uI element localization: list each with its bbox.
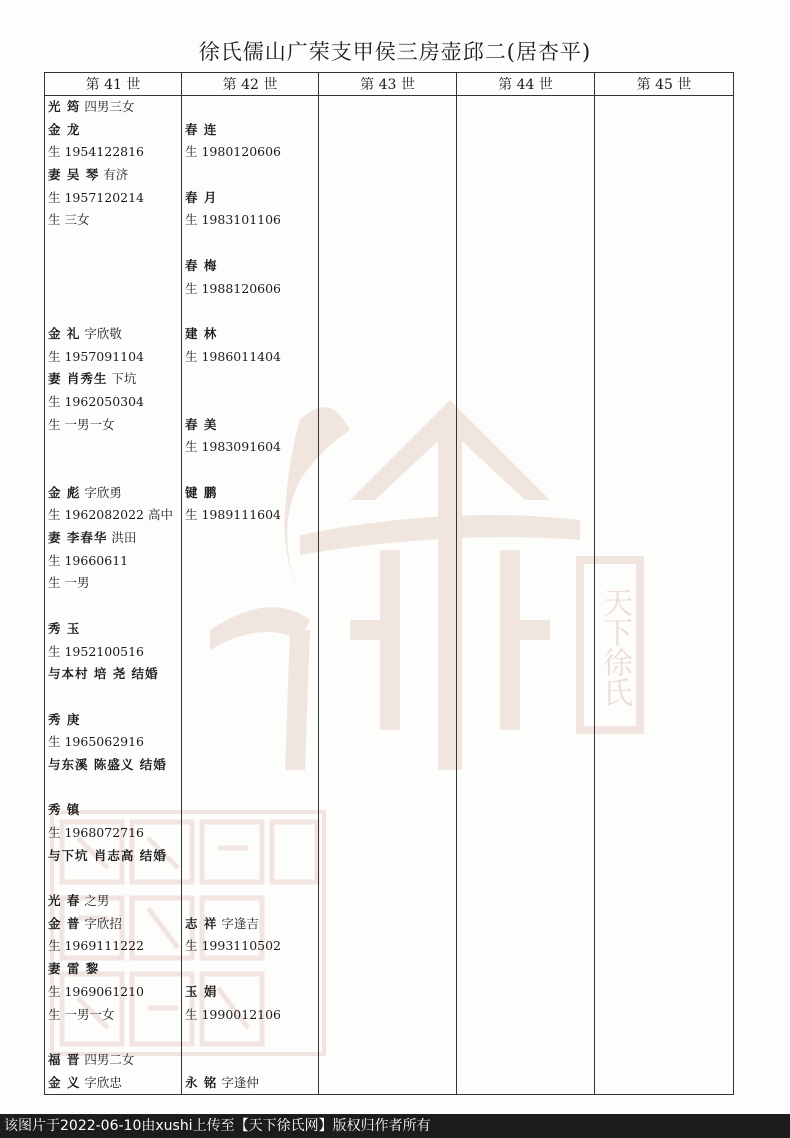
entry-note: 生 一男一女	[48, 416, 115, 432]
entry-line	[45, 278, 181, 301]
entry-note: 生 1952100516	[48, 643, 145, 659]
entry-line	[45, 141, 181, 164]
entry-note: 生 1969111222	[48, 938, 145, 954]
entry-line	[182, 731, 318, 754]
entry-note: 生 1993110502	[185, 938, 282, 954]
body-row	[45, 96, 734, 1095]
entry-line	[45, 323, 181, 346]
entry-line	[182, 1072, 318, 1095]
person-name: 永 铭	[185, 1074, 218, 1090]
entry-line	[45, 504, 181, 527]
entry-note: 字逢吉	[217, 915, 259, 931]
entry-line	[45, 754, 181, 777]
entry-note: 生 三女	[48, 212, 90, 228]
entry-note: 生 1983101106	[185, 212, 282, 228]
entry-line	[45, 300, 181, 323]
generation-42-column	[182, 96, 319, 1095]
entry-line	[45, 346, 181, 369]
person-name: 金 礼	[48, 325, 81, 341]
generation-43-header: 第 43 世	[319, 73, 457, 96]
generation-41-header: 第 41 世	[45, 73, 182, 96]
person-name: 秀 玉	[48, 620, 81, 636]
entry-line	[45, 527, 181, 550]
entry-line	[45, 436, 181, 459]
entry-line	[182, 618, 318, 641]
copyright-footer: 该图片于2022-06-10由xushi上传至【天下徐氏网】版权归作者所有	[0, 1114, 790, 1138]
entry-note: 生 1969061210	[48, 983, 145, 999]
person-name: 秀 镇	[48, 802, 81, 818]
entry-note: 生 1980120606	[185, 144, 282, 160]
entry-line	[45, 414, 181, 437]
entry-line	[45, 255, 181, 278]
watermark-label: 天下徐氏	[597, 587, 632, 707]
entry-line	[45, 1004, 181, 1027]
entry-line	[45, 482, 181, 505]
entry-line	[182, 890, 318, 913]
entry-line	[182, 346, 318, 369]
page-title: 徐氏儒山广荣支甲侯三房壶邱二(居杏平)	[198, 40, 592, 64]
entry-line	[45, 935, 181, 958]
entry-line	[182, 459, 318, 482]
entry-line	[182, 799, 318, 822]
entry-line	[45, 777, 181, 800]
entry-note: 四男二女	[80, 1051, 135, 1067]
entry-line	[45, 96, 181, 119]
entry-line	[45, 958, 181, 981]
entry-line	[45, 890, 181, 913]
entry-line	[182, 641, 318, 664]
entry-line	[45, 709, 181, 732]
entry-line	[45, 572, 181, 595]
entry-line	[182, 504, 318, 527]
entry-line	[182, 209, 318, 232]
entry-note: 生 一男	[48, 575, 90, 591]
person-name: 春 连	[185, 121, 218, 137]
entry-note: 之男	[80, 893, 110, 909]
generation-45-header: 第 45 世	[595, 73, 734, 96]
entry-line	[182, 414, 318, 437]
person-name: 妻 吴 琴	[48, 167, 100, 183]
entry-line	[182, 255, 318, 278]
entry-line	[45, 1072, 181, 1095]
entry-line	[45, 799, 181, 822]
person-name: 春 月	[185, 189, 218, 205]
person-name: 金 普	[48, 915, 81, 931]
entry-line	[182, 278, 318, 301]
entry-note: 四男三女	[80, 99, 135, 114]
entry-note: 生 1954122816	[48, 144, 145, 160]
entry-line	[45, 618, 181, 641]
entry-line	[182, 527, 318, 550]
entry-note: 生 1988120606	[185, 280, 282, 296]
entry-note: 生 1957091104	[48, 348, 145, 364]
generation-43-column	[319, 96, 457, 1095]
entry-line	[182, 686, 318, 709]
person-name: 金 义	[48, 1074, 81, 1090]
person-name: 春 梅	[185, 257, 218, 273]
person-name: 志 祥	[185, 915, 218, 931]
entry-line	[45, 164, 181, 187]
entry-note: 生 1990012106	[185, 1006, 282, 1022]
entry-line	[182, 935, 318, 958]
person-name: 与本村 培 尧 结婚	[48, 666, 159, 682]
entry-line	[182, 141, 318, 164]
generation-42-header: 第 42 世	[182, 73, 319, 96]
entry-line	[182, 777, 318, 800]
entry-note: 生 1962050304	[48, 393, 145, 409]
entry-line	[182, 187, 318, 210]
person-name: 与下坑 肖志高 结婚	[48, 847, 167, 863]
entry-line	[45, 119, 181, 142]
entry-note: 有济	[99, 167, 129, 183]
entry-note: 生 19660611	[48, 552, 129, 568]
entry-note: 生 1957120214	[48, 189, 145, 205]
entry-line	[182, 572, 318, 595]
entry-note: 字欣招	[80, 915, 122, 931]
entry-note: 字欣敬	[80, 325, 122, 341]
entry-note: 下坑	[107, 371, 137, 387]
entry-line	[182, 913, 318, 936]
entry-line	[182, 1004, 318, 1027]
person-name: 金 龙	[48, 121, 81, 137]
entry-line	[182, 1049, 318, 1072]
entry-note: 字逢仲	[217, 1074, 259, 1090]
person-name: 玉 娟	[185, 983, 218, 999]
entry-line	[45, 981, 181, 1004]
person-name: 福 晋	[48, 1051, 81, 1067]
entry-line	[182, 164, 318, 187]
entry-line	[182, 754, 318, 777]
entry-line	[45, 913, 181, 936]
entry-line	[45, 641, 181, 664]
entry-line	[45, 209, 181, 232]
entry-line	[45, 187, 181, 210]
entry-line	[182, 822, 318, 845]
entry-note: 生 1983091604	[185, 439, 282, 455]
entry-line	[182, 232, 318, 255]
entry-note: 生 1968072716	[48, 825, 145, 840]
entry-line	[45, 459, 181, 482]
entry-note: 生 1989111604	[185, 507, 282, 523]
person-name: 金 彪	[48, 484, 81, 500]
entry-line	[45, 550, 181, 573]
entry-line	[182, 436, 318, 459]
entry-line	[182, 300, 318, 323]
person-name: 光 春	[48, 893, 81, 909]
generation-44-column	[457, 96, 595, 1095]
entry-line	[182, 663, 318, 686]
entry-note: 字欣忠	[80, 1074, 122, 1090]
entry-line	[182, 709, 318, 732]
entry-line	[182, 119, 318, 142]
entry-note: 生 1965062916	[48, 734, 145, 750]
person-name: 妻 雷 黎	[48, 961, 100, 977]
entry-line	[45, 867, 181, 890]
entry-line	[45, 368, 181, 391]
entry-line	[182, 482, 318, 505]
entry-note: 生 1962082022 高中	[48, 507, 173, 523]
person-name: 妻 李春华	[48, 530, 108, 546]
entry-line	[45, 686, 181, 709]
generation-41-column	[45, 96, 182, 1095]
entry-line	[45, 1026, 181, 1049]
entry-note: 洪田	[107, 530, 137, 546]
entry-line	[182, 391, 318, 414]
entry-line	[182, 845, 318, 868]
entry-line	[182, 595, 318, 618]
entry-line	[182, 96, 318, 119]
genealogy-table	[44, 72, 734, 1095]
entry-line	[45, 822, 181, 845]
person-name: 与东溪 陈盛义 结婚	[48, 756, 167, 772]
person-name: 妻 肖秀生	[48, 371, 108, 387]
generation-44-header: 第 44 世	[457, 73, 595, 96]
entry-line	[45, 595, 181, 618]
entry-line	[45, 232, 181, 255]
generation-45-column	[595, 96, 734, 1095]
person-name: 光 筠	[48, 99, 81, 114]
entry-line	[182, 323, 318, 346]
entry-line	[45, 845, 181, 868]
entry-line	[182, 368, 318, 391]
person-name: 春 美	[185, 416, 218, 432]
header-row	[45, 73, 734, 96]
entry-note: 字欣勇	[80, 484, 122, 500]
entry-line	[182, 981, 318, 1004]
entry-note: 生 一男一女	[48, 1006, 115, 1022]
entry-line	[45, 663, 181, 686]
entry-line	[182, 1026, 318, 1049]
entry-line	[45, 731, 181, 754]
entry-line	[182, 958, 318, 981]
entry-line	[45, 1049, 181, 1072]
person-name: 建 林	[185, 325, 218, 341]
person-name: 键 鹏	[185, 484, 218, 500]
entry-line	[45, 391, 181, 414]
entry-note: 生 1986011404	[185, 348, 282, 364]
entry-line	[182, 550, 318, 573]
person-name: 秀 庚	[48, 711, 81, 727]
entry-line	[182, 867, 318, 890]
